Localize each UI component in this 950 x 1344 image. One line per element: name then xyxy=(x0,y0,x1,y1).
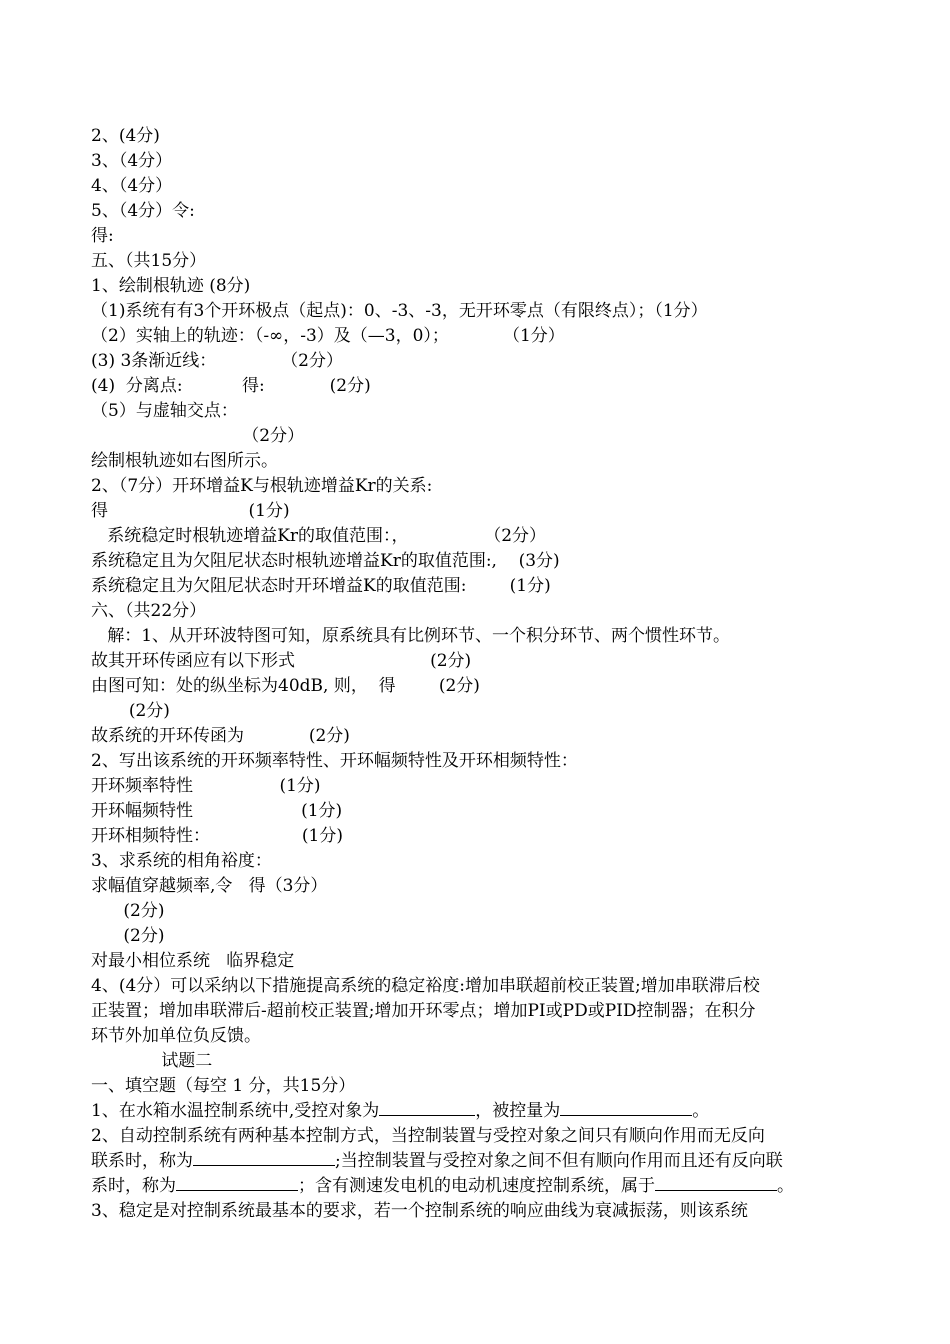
answer-line: 对最小相位系统 临界稳定 xyxy=(91,951,295,971)
answer-line: 得 (1分) xyxy=(91,501,290,521)
exam-title: 试题二 xyxy=(91,1051,213,1071)
question-line xyxy=(91,1149,783,1173)
answer-line: 2、（7分）开环增益K与根轨迹增益Kr的关系: xyxy=(91,476,433,496)
answer-line: 系统稳定且为欠阻尼状态时开环增益K的取值范围: (1分) xyxy=(91,576,551,596)
answer-line: 4、(4分）可以采纳以下措施提高系统的稳定裕度:增加串联超前校正装置;增加串联滞后校 xyxy=(91,976,760,996)
answer-line: 2、写出该系统的开环频率特性、开环幅频特性及开环相频特性： xyxy=(91,751,578,771)
question-line: 3、稳定是对控制系统最基本的要求，若一个控制系统的响应曲线为衰减振荡，则该系统 xyxy=(91,1201,748,1221)
answer-line: （2分） xyxy=(91,426,305,446)
answer-line: 3、（4分） xyxy=(91,151,173,171)
answer-line: （5）与虚轴交点： xyxy=(91,401,238,421)
answer-line: 故其开环传函应有以下形式 (2分) xyxy=(91,651,472,671)
answer-line: 开环频率特性 (1分) xyxy=(91,776,321,796)
question-text: ；含有测速发电机的电动机速度控制系统，属于 xyxy=(298,1176,655,1196)
answer-line: 系统稳定时根轨迹增益Kr的取值范围：， （2分） xyxy=(91,526,547,546)
answer-line: 5、（4分）令: xyxy=(91,201,195,221)
question-line: 2、自动控制系统有两种基本控制方式，当控制装置与受控对象之间只有顺向作用而无反向 xyxy=(91,1126,765,1146)
fill-blank[interactable] xyxy=(655,1174,777,1191)
question-line xyxy=(91,1099,709,1123)
question-text: 1、在水箱水温控制系统中,受控对象为 xyxy=(91,1101,380,1121)
question-text: 。 xyxy=(777,1176,794,1196)
question-text: ，被控量为 xyxy=(475,1101,561,1121)
answer-line: (2分) xyxy=(91,901,165,921)
answer-line: 开环幅频特性 (1分) xyxy=(91,801,343,821)
answer-line: 由图可知：处的纵坐标为40dB, 则， 得 (2分) xyxy=(91,676,480,696)
answer-line: 得: xyxy=(91,226,114,246)
answer-line: 环节外加单位负反馈。 xyxy=(91,1026,261,1046)
answer-line: (2分) xyxy=(91,926,165,946)
answer-line: 绘制根轨迹如右图所示。 xyxy=(91,451,278,471)
answer-line: (4) 分离点: 得: (2分) xyxy=(91,376,371,396)
section-heading: 一、填空题（每空 1 分，共15分） xyxy=(91,1076,356,1096)
answer-line: 系统稳定且为欠阻尼状态时根轨迹增益Kr的取值范围:, (3分) xyxy=(91,551,560,571)
answer-line: 求幅值穿越频率,令 得（3分） xyxy=(91,876,328,896)
answer-line: (2分) xyxy=(91,701,170,721)
answer-line: 2、(4分) xyxy=(91,126,160,146)
answer-line: (3) 3条渐近线： （2分） xyxy=(91,351,343,371)
question-text: ;当控制装置与受控对象之间不但有顺向作用而且还有反向联 xyxy=(335,1151,783,1171)
answer-line: 4、（4分） xyxy=(91,176,173,196)
section-heading: 五、（共15分） xyxy=(91,251,207,271)
answer-line: 正装置；增加串联滞后-超前校正装置;增加开环零点；增加PI或PD或PID控制器；在积分 xyxy=(91,1001,756,1021)
answer-line: （1)系统有有3个开环极点（起点)：0、-3、-3，无开环零点（有限终点）；（1分） xyxy=(91,301,708,321)
question-line xyxy=(91,1174,794,1198)
answer-line: 3、求系统的相角裕度： xyxy=(91,851,272,871)
answer-line: 故系统的开环传函为 (2分) xyxy=(91,726,350,746)
answer-line: 解：1、从开环波特图可知，原系统具有比例环节、一个积分环节、两个惯性环节。 xyxy=(91,626,731,646)
fill-blank[interactable] xyxy=(176,1174,298,1191)
fill-blank[interactable] xyxy=(560,1099,692,1116)
section-heading: 六、（共22分） xyxy=(91,601,207,621)
question-text: 系时，称为 xyxy=(91,1176,176,1196)
question-text: 联系时，称为 xyxy=(91,1151,193,1171)
answer-line: （2）实轴上的轨迹：（-∞，-3）及（—3，0）； （1分） xyxy=(91,326,565,346)
fill-blank[interactable] xyxy=(379,1099,475,1116)
question-text: 。 xyxy=(692,1101,710,1121)
answer-line: 1、绘制根轨迹 (8分) xyxy=(91,276,251,296)
fill-blank[interactable] xyxy=(193,1149,335,1166)
answer-line: 开环相频特性： (1分) xyxy=(91,826,343,846)
